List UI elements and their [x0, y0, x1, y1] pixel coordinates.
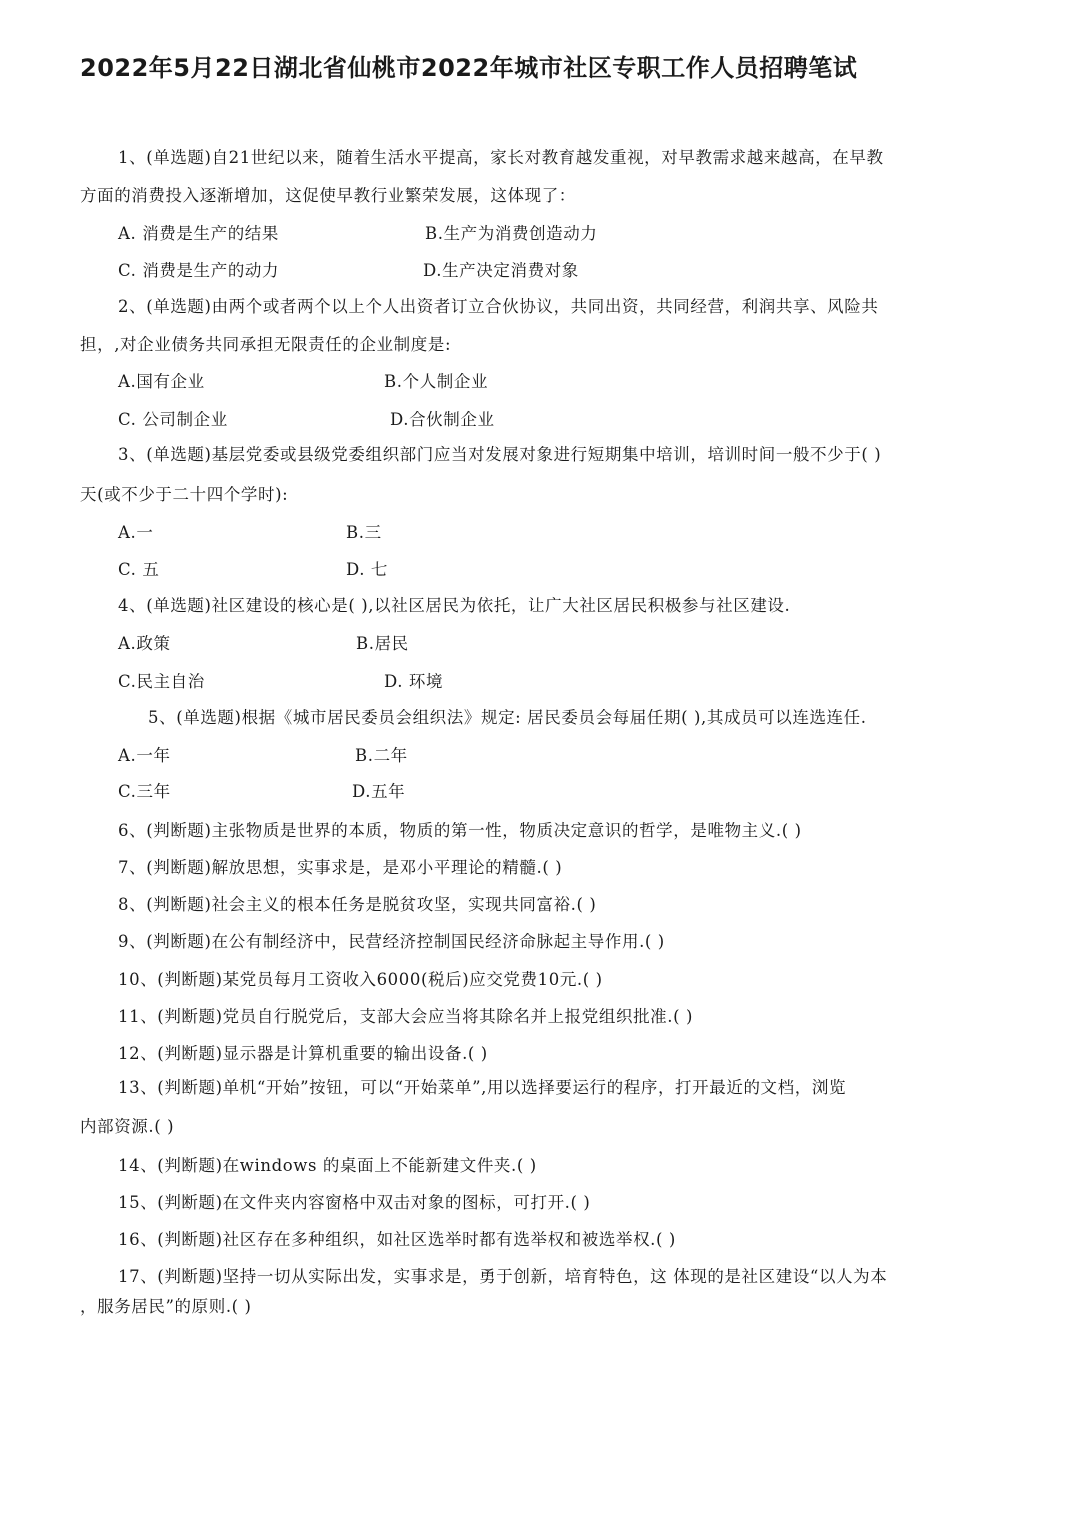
question-text: 17、(判断题)坚持一切从实际出发，实事求是，勇于创新，培育特色，这 体现的是社区建设“以人为本: [118, 1267, 888, 1286]
judgment-question-6: 6、(判断题)主张物质是世界的本质，物质的第一性，物质决定意识的哲学，是唯物主义.( ): [118, 821, 802, 840]
question-text: 13、(判断题)单机“开始”按钮，可以“开始菜单”,用以选择要运行的程序，打开最近的文档，浏览: [118, 1078, 847, 1097]
option-a: A.政策: [118, 634, 171, 653]
judgment-question-10: 10、(判断题)某党员每月工资收入6000(税后)应交党费10元.( ): [118, 970, 603, 989]
question-text-continued: 担，,对企业债务共同承担无限责任的企业制度是:: [80, 335, 452, 354]
option-b: B.个人制企业: [384, 372, 489, 391]
page-title: 2022年5月22日湖北省仙桃市2022年城市社区专职工作人员招聘笔试: [80, 54, 858, 82]
question-text-continued: 天(或不少于二十四个学时):: [80, 485, 289, 504]
judgment-question-11: 11、(判断题)党员自行脱党后，支部大会应当将其除名并上报党组织批准.( ): [118, 1007, 694, 1026]
option-b: B.二年: [355, 746, 408, 765]
option-d: D.生产决定消费对象: [423, 261, 579, 280]
judgment-question-9: 9、(判断题)在公有制经济中，民营经济控制国民经济命脉起主导作用.( ): [118, 932, 665, 951]
option-c: C. 消费是生产的动力: [118, 261, 280, 280]
option-b: B.生产为消费创造动力: [425, 224, 598, 243]
option-d: D. 七: [346, 560, 389, 579]
option-a: A.一: [118, 523, 154, 542]
option-d: D.五年: [352, 782, 406, 801]
question-text-continued: 内部资源.( ): [80, 1117, 175, 1136]
judgment-question-12: 12、(判断题)显示器是计算机重要的输出设备.( ): [118, 1044, 488, 1063]
question-text: 3、(单选题)基层党委或县级党委组织部门应当对发展对象进行短期集中培训，培训时间一般不少于( ): [118, 445, 882, 464]
judgment-question-15: 15、(判断题)在文件夹内容窗格中双击对象的图标，可打开.( ): [118, 1193, 591, 1212]
judgment-question-16: 16、(判断题)社区存在多种组织，如社区选举时都有选举权和被选举权.( ): [118, 1230, 676, 1249]
option-d: D.合伙制企业: [390, 410, 495, 429]
option-b: B.居民: [356, 634, 409, 653]
option-a: A.一年: [118, 746, 171, 765]
option-a: A.国有企业: [118, 372, 205, 391]
option-c: C.民主自治: [118, 672, 205, 691]
option-b: B.三: [346, 523, 382, 542]
judgment-question-7: 7、(判断题)解放思想，实事求是，是邓小平理论的精髓.( ): [118, 858, 563, 877]
option-c: C. 五: [118, 560, 160, 579]
question-text: 5、(单选题)根据《城市居民委员会组织法》规定: 居民委员会每届任期( ),其成员可以连选连任.: [148, 708, 867, 727]
question-text: 2、(单选题)由两个或者两个以上个人出资者订立合伙协议，共同出资，共同经营，利润共享、风险共: [118, 297, 879, 316]
question-text: 4、(单选题)社区建设的核心是( ),以社区居民为依托，让广大社区居民积极参与社区建设.: [118, 596, 791, 615]
option-c: C.三年: [118, 782, 171, 801]
question-text-continued: 方面的消费投入逐渐增加，这促使早教行业繁荣发展，这体现了：: [80, 186, 576, 205]
judgment-question-14: 14、(判断题)在windows 的桌面上不能新建文件夹.( ): [118, 1156, 537, 1175]
option-a: A. 消费是生产的结果: [118, 224, 280, 243]
question-text: 1、(单选题)自21世纪以来，随着生活水平提高，家长对教育越发重视，对早教需求越来越高，在早教: [118, 148, 884, 167]
judgment-question-8: 8、(判断题)社会主义的根本任务是脱贫攻坚，实现共同富裕.( ): [118, 895, 597, 914]
question-text-continued: ，服务居民”的原则.( ): [80, 1297, 252, 1316]
option-c: C. 公司制企业: [118, 410, 228, 429]
option-d: D. 环境: [384, 672, 444, 691]
